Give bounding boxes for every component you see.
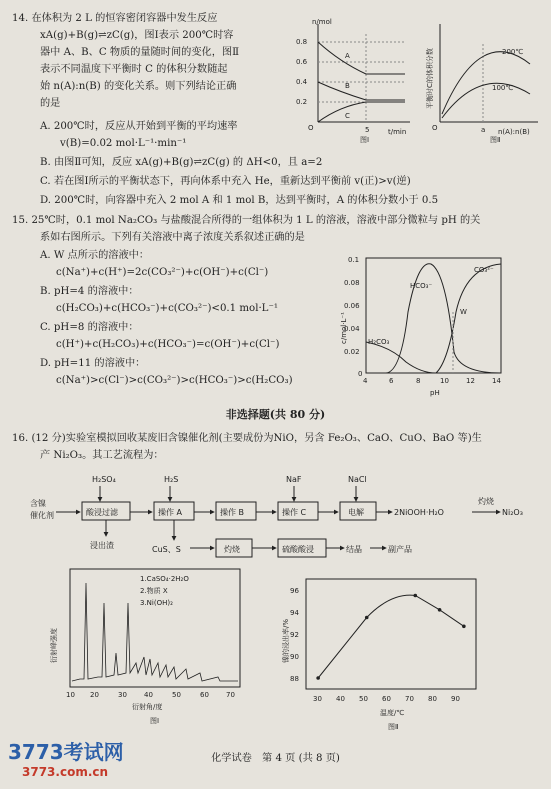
flow-box-op-b-label: 操作 B (220, 508, 245, 517)
fig5-caption: 图Ⅱ (388, 723, 399, 731)
fig3-xtick: 14 (492, 377, 501, 385)
fig3-species-vs-ph (336, 252, 511, 402)
fig5-xtick: 60 (382, 695, 391, 703)
fig4-pattern-line (72, 583, 238, 681)
fig1-caption: 图Ⅰ (360, 136, 370, 144)
q14-line-1: 14. 在体积为 2 L 的恒容密闭容器中发生反应 (12, 13, 218, 24)
fig5-xtick: 30 (313, 695, 322, 703)
flow-reagent-h2s: H₂S (164, 475, 179, 484)
q14-line-6: 的是 (40, 98, 61, 109)
q14-line-3: 器中 A、B、C 物质的量随时间的变化，图Ⅱ (40, 47, 240, 58)
fig1-xlabel: t/min (388, 128, 407, 136)
q14-option-d: D. 200℃时，向容器中充入 2 mol A 和 1 mol B，达到平衡时，A 的体积分数小于 0.5 (40, 195, 439, 206)
fig3-curve-h2co3 (366, 342, 501, 373)
q16-line-1: 16. (12 分)实验室模拟回收某废旧含镍催化剂(主要成份为NiO，另含 Fe₂O₃、CaO、CuO、BaO 等)生 (12, 433, 482, 444)
q14-option-a: A. 200℃时，反应从开始到平衡的平均速率 (40, 121, 238, 132)
watermark-logo: 3773考试网 (8, 740, 124, 764)
watermark-url: 3773.com.cn (22, 765, 109, 779)
fig2-label-200c: 200℃ (502, 48, 524, 56)
fig4-xtick: 10 (66, 691, 75, 699)
fig1-label-b: B (345, 82, 350, 90)
q16-line-2: 产 Ni₂O₃。其工艺流程为： (40, 450, 164, 461)
flow-input-line-2: 催化剂 (30, 511, 54, 520)
fig4-xtick: 70 (226, 691, 235, 699)
fig5-xlabel: 温度/℃ (380, 709, 405, 717)
q15-option-c-eq: c(H⁺)+c(H₂CO₃)+c(HCO₃⁻)=c(OH⁻)+c(Cl⁻) (56, 339, 280, 350)
fig4-caption: 图Ⅰ (150, 717, 160, 725)
fig5-data-point (316, 676, 320, 680)
fig2-ylabel: 平衡时C的体积分数 (426, 48, 434, 109)
process-flowchart (30, 470, 540, 570)
fig3-xtick: 6 (389, 377, 394, 385)
fig3-ytick: 0.08 (344, 279, 360, 287)
fig3-ylabel: c/mol·L⁻¹ (340, 312, 348, 344)
fig4-xtick: 60 (200, 691, 209, 699)
fig4-ylabel: 衍射峰强度 (50, 628, 58, 663)
fig1-ytick: 0.6 (296, 58, 308, 66)
q14-line-5: 始 n(A):n(B) 的变化关系。则下列结论正确 (40, 81, 237, 92)
flow-box-acid-leach-label: 酸浸过滤 (86, 508, 118, 517)
fig1-origin: O (308, 124, 314, 132)
fig1-mole-vs-time (290, 14, 415, 144)
fig4-xtick: 30 (118, 691, 127, 699)
fig3-ytick: 0.04 (344, 325, 360, 333)
flow-box-electrolysis-label: 电解 (348, 508, 364, 517)
q14-line-2: xA(g)+B(g)⇌zC(g)，图Ⅰ表示 200℃时容 (40, 30, 234, 41)
fig4-xlabel: 衍射角/度 (132, 703, 163, 711)
flow-box-op-a-label: 操作 A (158, 508, 183, 517)
fig2-origin: O (432, 124, 438, 132)
fig3-ytick: 0.06 (344, 302, 360, 310)
fig3-xtick: 12 (466, 377, 475, 385)
flow-calcine-label: 灼烧 (478, 497, 494, 506)
q15-option-d: D. pH=11 的溶液中： (40, 358, 146, 369)
q15-option-c: C. pH=8 的溶液中： (40, 322, 139, 333)
site-watermark (8, 736, 124, 779)
fig1-ylabel: n/mol (312, 18, 332, 26)
fig5-leach-rate-chart (270, 573, 490, 738)
fig5-xtick: 50 (359, 695, 368, 703)
flow-reagent-nacl: NaCl (348, 475, 367, 484)
fig4-legend-1: 1.CaSO₄·2H₂O (140, 575, 189, 583)
flow-box-roast-label: 灼烧 (224, 545, 240, 554)
fig1-curve-c (318, 102, 405, 122)
fig3-xlabel: pH (430, 389, 440, 397)
fig1-ytick: 0.4 (296, 78, 308, 86)
fig5-data-point (462, 625, 466, 629)
fig5-data-point (413, 594, 417, 598)
fig5-xtick: 90 (451, 695, 460, 703)
fig3-label-w: W (460, 308, 467, 316)
fig2-curve-100c (442, 83, 530, 118)
fig2-xlabel: n(A):n(B) (498, 128, 530, 136)
fig1-curve-b (318, 82, 405, 100)
flow-byproduct: 副产品 (388, 545, 412, 554)
q15-option-a-eq: c(Na⁺)+c(H⁺)=2c(CO₃²⁻)+c(OH⁻)+c(Cl⁻) (56, 267, 269, 278)
q14-option-a-rate: v(B)=0.02 mol·L⁻¹·min⁻¹ (60, 138, 187, 149)
fig5-ylabel: 镍的浸出率/% (282, 618, 290, 663)
fig1-xtick: 5 (365, 126, 370, 134)
fig3-xtick: 8 (416, 377, 421, 385)
q14-option-b: B. 由图Ⅱ可知，反应 xA(g)+B(g)⇌zC(g) 的 ΔH<0，且 a=2 (40, 157, 323, 168)
fig5-data-point (365, 616, 369, 620)
flow-input-line-1: 含镍 (30, 499, 46, 508)
fig3-xtick: 10 (440, 377, 449, 385)
fig4-xtick: 40 (144, 691, 153, 699)
fig1-ytick: 0.2 (296, 98, 308, 106)
fig3-ytick: 0.02 (344, 348, 360, 356)
fig4-xrd-pattern (40, 563, 250, 728)
q15-line-2: 系如右图所示。下列有关溶液中离子浓度关系叙述正确的是 (40, 232, 305, 243)
q15-option-b: B. pH=4 的溶液中： (40, 286, 139, 297)
fig2-curve-200c (442, 52, 530, 114)
fig2-label-100c: 100℃ (492, 84, 514, 92)
fig4-xtick: 50 (172, 691, 181, 699)
page-footer: 化学试卷 第 4 页 (共 8 页) (211, 753, 340, 764)
fig1-ytick: 0.8 (296, 38, 308, 46)
flow-residue: 浸出渣 (90, 541, 114, 550)
fig3-label-h2co3: H₂CO₃ (368, 338, 390, 346)
flow-intermediate: 2NiOOH·H₂O (394, 508, 444, 517)
fig3-ytick: 0.1 (348, 256, 360, 264)
flow-cus-s: CuS、S (152, 545, 181, 554)
fig4-legend-2: 2.物质 X (140, 587, 168, 595)
q15-option-b-eq: c(H₂CO₃)+c(HCO₃⁻)+c(CO₃²⁻)<0.1 mol·L⁻¹ (56, 303, 278, 314)
q15-option-d-eq: c(Na⁺)>c(Cl⁻)>c(CO₃²⁻)>c(HCO₃⁻)>c(H₂CO₃) (56, 375, 293, 386)
fig5-xtick: 70 (405, 695, 414, 703)
fig3-curve-hco3 (366, 264, 501, 373)
flow-crystallize: 结晶 (346, 545, 362, 554)
fig2-x-mark: a (481, 126, 486, 134)
fig3-label-hco3: HCO₃⁻ (410, 282, 433, 290)
q14-line-4: 表示不同温度下平衡时 C 的体积分数随起 (40, 64, 228, 75)
fig5-xtick: 40 (336, 695, 345, 703)
fig1-label-c: C (345, 112, 350, 120)
flow-reagent-h2so4: H₂SO₄ (92, 475, 116, 484)
flow-box-sulfuric-leach-label: 硫酸酸浸 (282, 545, 314, 554)
fig1-curve-a (318, 42, 405, 74)
fig5-ytick: 90 (290, 653, 299, 661)
q14-option-c: C. 若在图Ⅰ所示的平衡状态下，再向体系中充入 He，重新达到平衡前 v(正)>v(逆) (40, 176, 411, 187)
fig5-curve (318, 595, 464, 678)
section-heading: 非选择题(共 80 分) (225, 408, 326, 421)
fig5-ytick: 88 (290, 675, 299, 683)
fig5-ytick: 96 (290, 587, 299, 595)
q15-option-a: A. W 点所示的溶液中： (40, 250, 150, 261)
fig1-label-a: A (345, 52, 350, 60)
fig2-caption: 图Ⅱ (490, 136, 501, 144)
fig3-label-co3: CO₃²⁻ (474, 266, 494, 274)
fig4-legend-3: 3.Ni(OH)₂ (140, 599, 173, 607)
q15-line-1: 15. 25℃时，0.1 mol Na₂CO₃ 与盐酸混合所得的一组体积为 1 L 的溶液，溶液中部分微粒与 pH 的关 (12, 215, 481, 226)
fig5-ytick: 92 (290, 631, 299, 639)
fig5-xtick: 80 (428, 695, 437, 703)
flow-box-op-c-label: 操作 C (282, 508, 307, 517)
fig4-xtick: 20 (90, 691, 99, 699)
fig5-data-point (438, 608, 442, 612)
fig3-xtick: 4 (363, 377, 368, 385)
flow-final-product: Ni₂O₃ (502, 508, 523, 517)
fig3-curve-co3 (366, 264, 501, 373)
fig5-ytick: 94 (290, 609, 299, 617)
fig2-volume-fraction (420, 14, 545, 144)
fig3-ytick: 0 (358, 370, 363, 378)
flow-reagent-naf: NaF (286, 475, 302, 484)
